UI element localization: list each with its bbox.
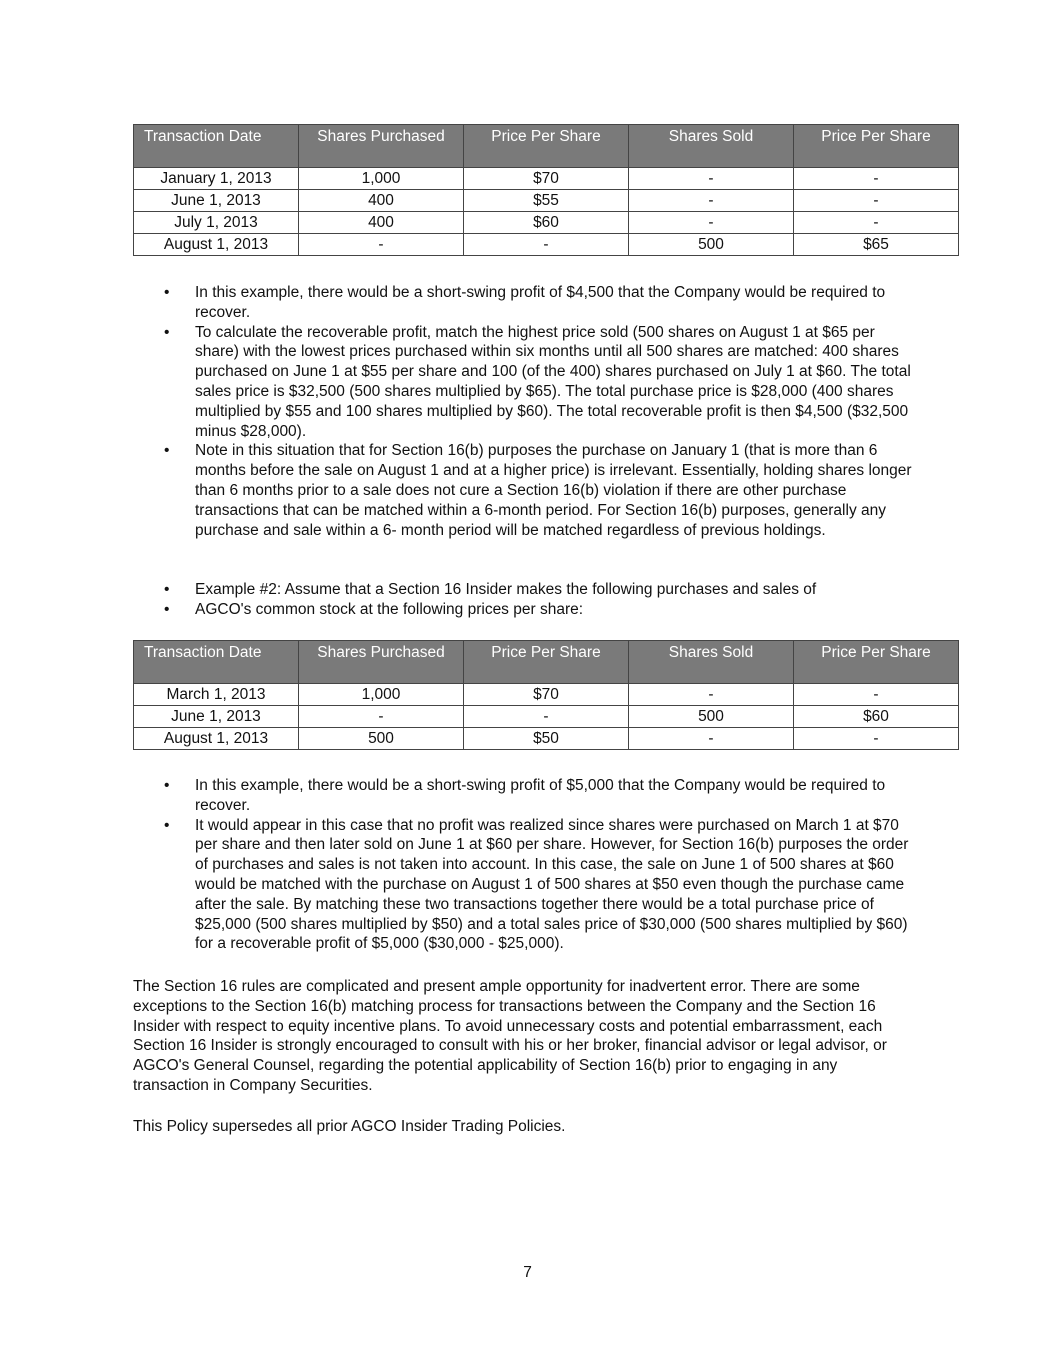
cell-purchase-price: $60 (464, 212, 629, 234)
transactions-table-2 (133, 640, 959, 750)
cell-purchase-price: $70 (464, 168, 629, 190)
cell-shares-purchased: - (299, 706, 464, 728)
list-item (162, 580, 922, 600)
policy-supersedes-paragraph: This Policy supersedes all prior AGCO Insider Trading Policies. (133, 1118, 566, 1135)
list-item-text: In this example, there would be a short-swing profit of $4,500 that the Company would be required to recover. (195, 284, 886, 321)
cell-purchase-price: $70 (464, 684, 629, 706)
header-price-per-share-sold: Price Per Share (794, 125, 959, 168)
header-price-per-share: Price Per Share (464, 125, 629, 168)
table-row (134, 728, 959, 750)
bullet-icon: • (164, 816, 170, 834)
cell-purchase-price: - (464, 234, 629, 256)
table-row (134, 706, 959, 728)
cell-shares-sold: 500 (629, 234, 794, 256)
table-header-row (134, 125, 959, 168)
table-row (134, 234, 959, 256)
table-row (134, 168, 959, 190)
list-item (162, 323, 922, 442)
transactions-table-1 (133, 124, 959, 256)
list-item-text: AGCO's common stock at the following prices per share: (195, 600, 584, 618)
list-item (162, 441, 922, 540)
cell-sale-price: $65 (794, 234, 959, 256)
header-price-per-share: Price Per Share (464, 641, 629, 684)
cell-sale-price: $60 (794, 706, 959, 728)
cell-shares-sold: 500 (629, 706, 794, 728)
cell-shares-purchased: 400 (299, 190, 464, 212)
cell-date: August 1, 2013 (134, 234, 299, 256)
cell-shares-purchased: - (299, 234, 464, 256)
bullet-icon: • (164, 600, 170, 618)
table-row (134, 190, 959, 212)
list-item (162, 600, 922, 620)
cell-sale-price: - (794, 728, 959, 750)
header-shares-sold: Shares Sold (629, 125, 794, 168)
bullet-icon: • (164, 284, 170, 301)
bullet-icon: • (164, 442, 170, 460)
example-1-explanation-list (162, 283, 922, 540)
list-item-text: To calculate the recoverable profit, match the highest price sold (500 shares on August 1 at $65 per share) with the lowest prices purchased within six months until all 500 shares are matched: 400 shares purchased on June 1 at $55 per share and 100 (of the 400) shares purchased on July 1 at $60. The total sales price is $32,500 (500 shares multiplied by $65). The total purchase price is $28,000 (400 shares multiplied by $55 and 100 shares multiplied by $60). The total recoverable profit is then $4,500 ($32,500 minus $28,000). (195, 323, 911, 440)
header-transaction-date: Transaction Date (134, 641, 299, 684)
cell-shares-purchased: 400 (299, 212, 464, 234)
cell-shares-purchased: 500 (299, 728, 464, 750)
header-transaction-date: Transaction Date (134, 125, 299, 168)
cell-date: June 1, 2013 (134, 190, 299, 212)
example-2-explanation-list (162, 776, 922, 954)
cell-shares-sold: - (629, 212, 794, 234)
list-item-text: Note in this situation that for Section 16(b) purposes the purchase on January 1 (that is more than 6 months before the sale on August 1 and at a higher price) is irrelevant. Essentially, holding shares longer than 6 months prior to a sale does not cure a Section 16(b) violation if there are other purchase transactions that can be matched within a 6-month period. For Section 16(b) purposes, generally any purchase and sale within a 6- month period will be matched regardless of previous holdings. (195, 442, 912, 539)
cell-purchase-price: $55 (464, 190, 629, 212)
cell-shares-sold: - (629, 728, 794, 750)
cell-purchase-price: $50 (464, 728, 629, 750)
cell-sale-price: - (794, 684, 959, 706)
cell-date: August 1, 2013 (134, 728, 299, 750)
cell-sale-price: - (794, 168, 959, 190)
cell-date: July 1, 2013 (134, 212, 299, 234)
list-item (162, 816, 922, 955)
cell-shares-purchased: 1,000 (299, 684, 464, 706)
list-item-text: Example #2: Assume that a Section 16 Insider makes the following purchases and sales of (195, 581, 817, 598)
table-row (134, 212, 959, 234)
table-row (134, 684, 959, 706)
cell-shares-sold: - (629, 684, 794, 706)
page-number: 7 (523, 1264, 532, 1281)
list-item (162, 283, 922, 323)
header-price-per-share-sold: Price Per Share (794, 641, 959, 684)
cell-shares-sold: - (629, 190, 794, 212)
header-shares-purchased: Shares Purchased (299, 641, 464, 684)
cell-shares-sold: - (629, 168, 794, 190)
bullet-icon: • (164, 777, 170, 794)
cell-purchase-price: - (464, 706, 629, 728)
bullet-icon: • (164, 581, 170, 598)
cell-date: March 1, 2013 (134, 684, 299, 706)
cell-shares-purchased: 1,000 (299, 168, 464, 190)
list-item-text: It would appear in this case that no profit was realized since shares were purchased on March 1 at $70 per share and then later sold on June 1 at $60 per share. However, for Section 16(b) purposes the order of purchases and sales is not taken into account. In this case, the sale on June 1 of 500 shares at $60 would be matched with the purchase on August 1 of 500 shares at $50 even though the purchase came after the sale. By matching these two transactions together there would be a total purchase price of $25,000 (500 shares multiplied by $50) and a total sales price of $30,000 (500 shares multiplied by $60) for a recoverable profit of $5,000 ($30,000 - $25,000). (195, 816, 909, 953)
list-item-text: In this example, there would be a short-swing profit of $5,000 that the Company would be required to recover. (195, 777, 886, 814)
table-header-row (134, 641, 959, 684)
cell-sale-price: - (794, 212, 959, 234)
bullet-icon: • (164, 323, 170, 341)
header-shares-purchased: Shares Purchased (299, 125, 464, 168)
header-shares-sold: Shares Sold (629, 641, 794, 684)
section-16-rules-paragraph: The Section 16 rules are complicated and present ample opportunity for inadvertent error. There are some exceptions to the Section 16(b) matching process for transactions between the Company and the Section 16 Insider with respect to equity incentive plans. To avoid unnecessary costs and potential embarrassment, each Section 16 Insider is strongly encouraged to consult with his or her broker, financial advisor or legal advisor, or AGCO's General Counsel, regarding the potential applicability of Section 16(b) prior to engaging in any transaction in Company Securities. (133, 978, 887, 1094)
list-item (162, 776, 922, 816)
cell-sale-price: - (794, 190, 959, 212)
example-2-intro-list (162, 580, 922, 620)
cell-date: January 1, 2013 (134, 168, 299, 190)
cell-date: June 1, 2013 (134, 706, 299, 728)
